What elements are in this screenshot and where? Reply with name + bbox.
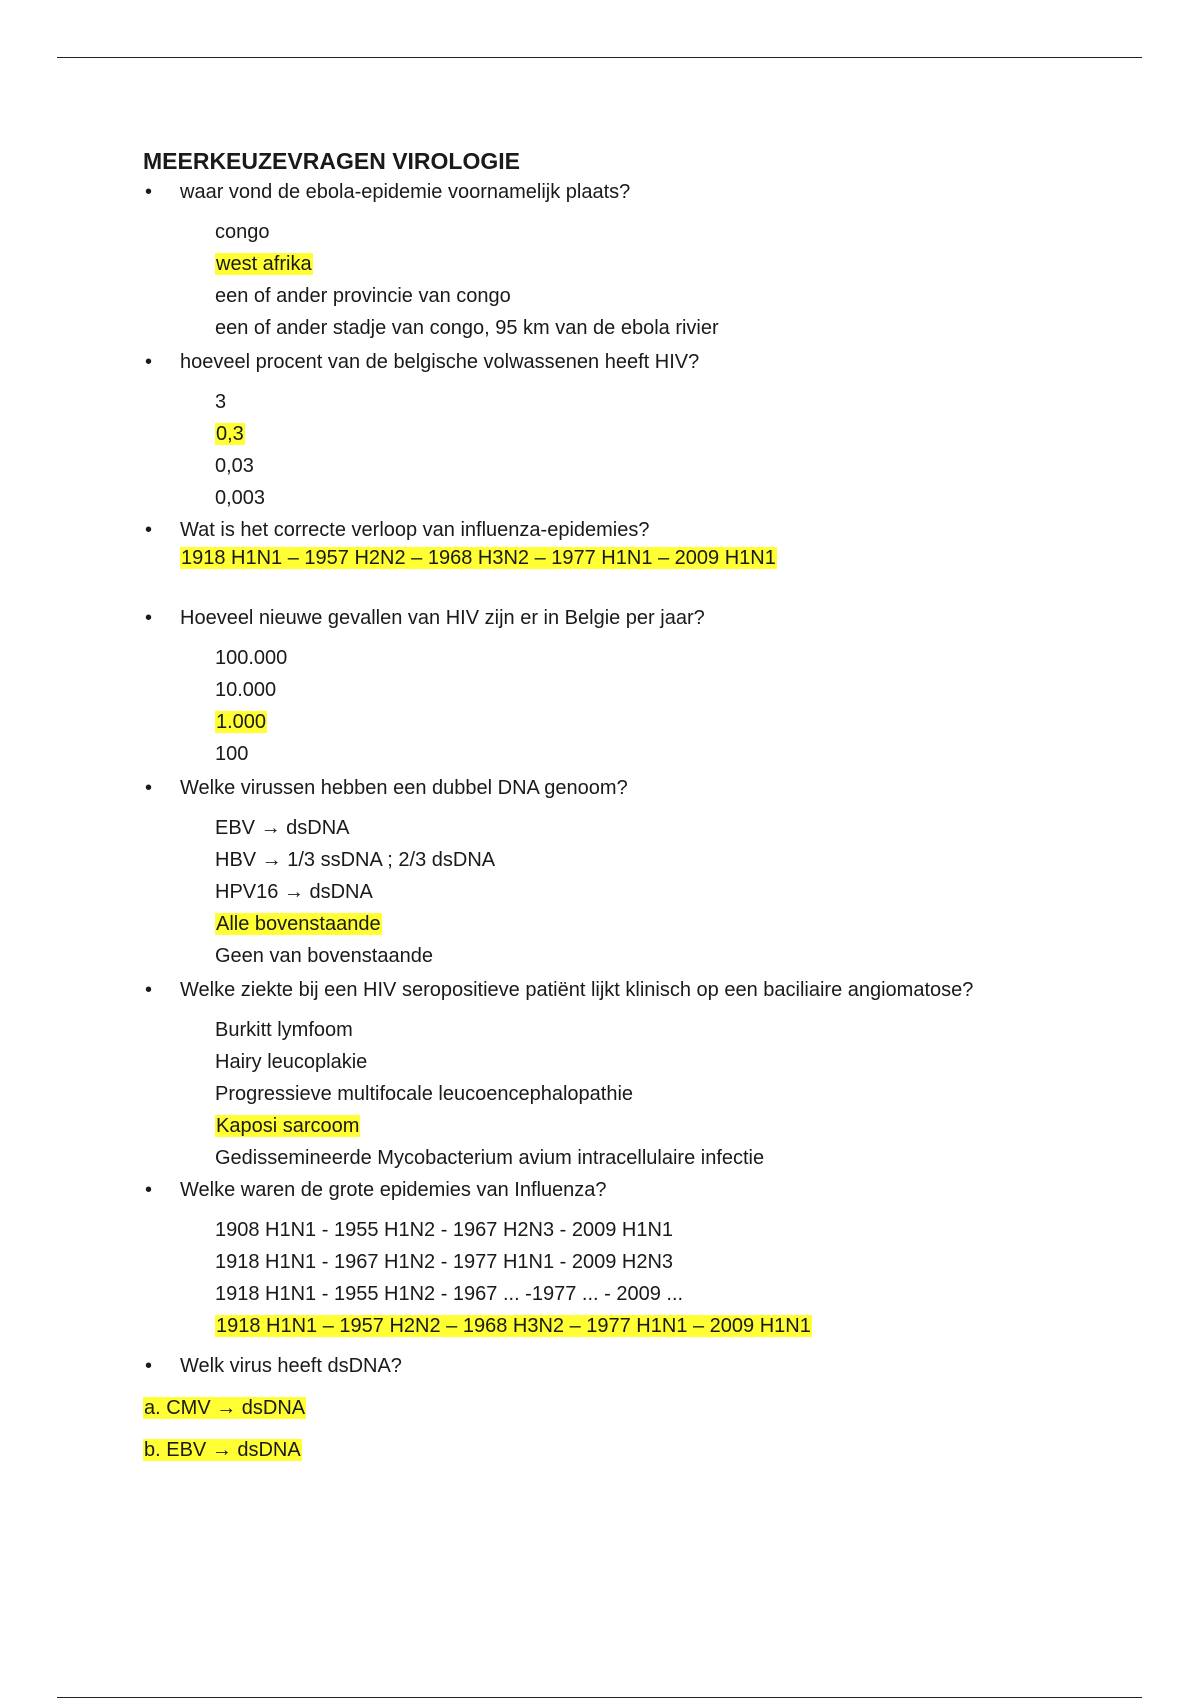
answer-option: congo: [215, 221, 270, 243]
answer-option-correct: Alle bovenstaande: [216, 913, 381, 935]
answer-option: een of ander provincie van congo: [215, 285, 511, 307]
answer-option: Geen van bovenstaande: [215, 945, 433, 967]
question-text: • waar vond de ebola-epidemie voornamelijk plaats?: [180, 181, 631, 203]
question-text: • Welke ziekte bij een HIV seropositieve patiënt lijkt klinisch op een baciliaire angiomatose?: [180, 979, 974, 1001]
header-rule: [57, 57, 1142, 58]
answer-option: een of ander stadje van congo, 95 km van de ebola rivier: [215, 317, 719, 339]
question-4: [143, 604, 1103, 632]
answer-option: HBV → 1/3 ssDNA ; 2/3 dsDNA: [215, 849, 496, 871]
question-1: [143, 178, 1103, 206]
answer-option-correct: 1918 H1N1 – 1957 H2N2 – 1968 H3N2 – 1977 H1N1 – 2009 H1N1: [216, 1315, 811, 1337]
question-text: • Welke virussen hebben een dubbel DNA genoom?: [180, 777, 628, 799]
answer-option-correct: 0,3: [216, 423, 244, 445]
answer-option: 1918 H1N1 - 1955 H1N2 - 1967 ... -1977 ... - 2009 ...: [215, 1283, 684, 1305]
question-7: [143, 1176, 1103, 1204]
answer-option: 1918 H1N1 - 1967 H1N2 - 1977 H1N1 - 2009 H2N3: [215, 1251, 674, 1273]
answer-option: Progressieve multifocale leucoencephalopathie: [215, 1083, 634, 1105]
answer-list: [143, 216, 1103, 344]
answer-option: 3: [215, 391, 227, 413]
question-5: [143, 774, 1103, 802]
answer-option-correct: Kaposi sarcoom: [216, 1115, 360, 1137]
question-text: • Welke waren de grote epidemies van Influenza?: [180, 1179, 607, 1201]
answer-list: [143, 642, 1103, 770]
question-text: • Wat is het correcte verloop van influenza-epidemies?: [180, 519, 650, 541]
question-text: • hoeveel procent van de belgische volwassenen heeft HIV?: [180, 351, 700, 373]
answer-option: 0,003: [215, 487, 266, 509]
answer-option: 100: [215, 743, 249, 765]
answer-option: 100.000: [215, 647, 288, 669]
answer-option: EBV → dsDNA: [215, 817, 350, 839]
question-2: [143, 348, 1103, 376]
answer-option: Gedissemineerde Mycobacterium avium intracellulaire infectie: [215, 1147, 765, 1169]
question-6: [143, 976, 1000, 1004]
answer-option: Burkitt lymfoom: [215, 1019, 353, 1041]
answer-option: 10.000: [215, 679, 277, 701]
document-body: [143, 145, 1103, 1472]
question-3: [143, 516, 1103, 572]
answer-list: [143, 386, 1103, 514]
footer-rule: [57, 1697, 1142, 1698]
answer-correct: 1918 H1N1 – 1957 H2N2 – 1968 H3N2 – 1977 H1N1 – 2009 H1N1: [181, 547, 776, 569]
answer-option-correct: 1.000: [216, 711, 267, 733]
answer-option: HPV16 → dsDNA: [215, 881, 373, 903]
free-answer-correct: a. CMV → dsDNA: [144, 1397, 306, 1419]
answer-option: 1908 H1N1 - 1955 H1N2 - 1967 H2N3 - 2009 H1N1: [215, 1219, 674, 1241]
page-title: MEERKEUZEVRAGEN VIROLOGIE: [143, 148, 520, 174]
answer-option: 0,03: [215, 455, 254, 477]
answer-option: Hairy leucoplakie: [215, 1051, 368, 1073]
answer-list: [143, 1014, 1103, 1174]
question-text: • Hoeveel nieuwe gevallen van HIV zijn er in Belgie per jaar?: [180, 607, 705, 629]
answer-option-correct: west afrika: [216, 253, 312, 275]
free-answer-correct: b. EBV → dsDNA: [144, 1439, 301, 1461]
question-8: [143, 1352, 1103, 1380]
answer-list: [143, 1214, 1103, 1342]
question-text: • Welk virus heeft dsDNA?: [180, 1355, 402, 1377]
answer-list: [143, 812, 1103, 972]
